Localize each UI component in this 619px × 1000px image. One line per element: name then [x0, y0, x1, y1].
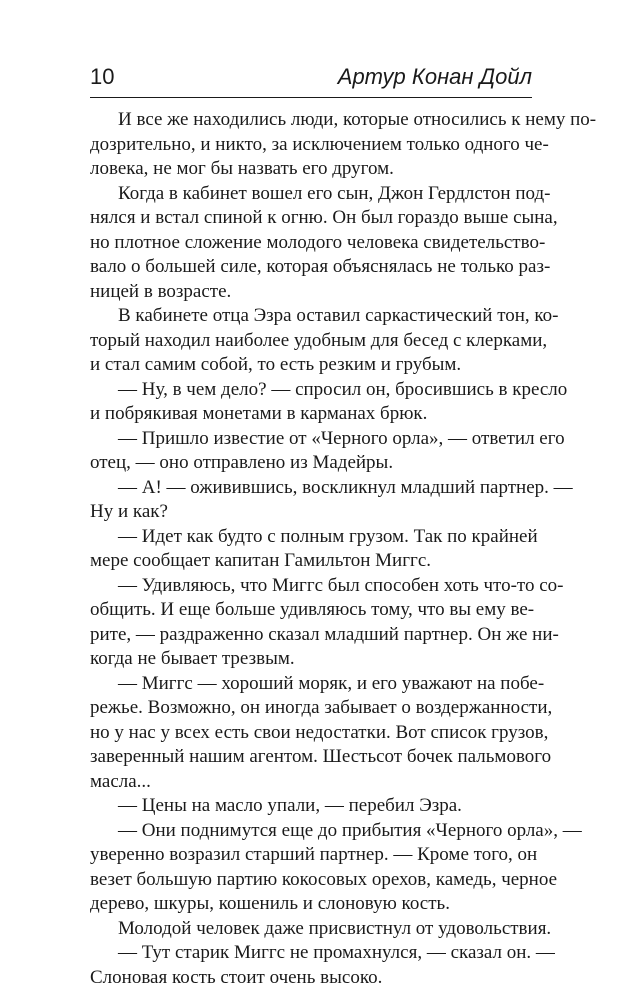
text-line: когда не бывает трезвым.: [90, 648, 295, 669]
text-line: — А! — оживившись, воскликнул младший партнер. —: [118, 476, 573, 498]
text-line: и побрякивая монетами в карманах брюк.: [90, 403, 428, 424]
text-line: отец, — оно отправлено из Мадейры.: [90, 452, 394, 473]
paragraph: [90, 427, 565, 476]
text-line: — Ну, в чем дело? — спросил он, бросившись в кресло: [118, 378, 568, 400]
text-line: масла...: [90, 770, 151, 792]
paragraph: [90, 574, 564, 672]
header-rule: [90, 97, 532, 98]
paragraph: [90, 794, 532, 819]
text-line: дозрительно, и никто, за исключением только одного че-: [90, 133, 549, 155]
text-line: режье. Возможно, он иногда забывает о воздержанности,: [90, 697, 553, 718]
text-line: уверенно возразил старший партнер. — Кроме того, он: [90, 844, 538, 865]
text-line: — Они поднимутся еще до прибытия «Черного орла», —: [118, 819, 582, 841]
paragraph: [90, 819, 582, 917]
text-line: И все же находились люди, которые относились к нему по-: [118, 109, 597, 130]
body-text: [90, 108, 597, 990]
text-line: ловека, не мог бы назвать его другом.: [90, 158, 394, 179]
text-line: — Цены на масло упали, — перебил Эзра.: [118, 795, 462, 816]
text-line: вало о большей силе, которая объяснялась не только раз-: [90, 256, 551, 277]
paragraph: [90, 917, 552, 942]
text-line: — Тут старик Миггс не промахнулся, — сказал он. —: [118, 942, 555, 963]
text-line: рите, — раздраженно сказал младший партнер. Он же ни-: [90, 623, 559, 645]
paragraph: [90, 108, 597, 182]
page-number: 10: [90, 64, 115, 89]
text-line: Молодой человек даже присвистнул от удовольствия.: [118, 917, 552, 939]
text-line: — Идет как будто с полным грузом. Так по крайней: [118, 525, 538, 547]
paragraph: [90, 304, 559, 378]
text-line: В кабинете отца Эзра оставил саркастический тон, ко-: [118, 305, 559, 326]
paragraph: [90, 672, 553, 795]
text-line: дерево, шкуры, кошениль и слоновую кость.: [90, 893, 450, 914]
text-line: — Пришло известие от «Черного орла», — ответил его: [118, 427, 565, 449]
text-line: — Миггс — хороший моряк, и его уважают на побе-: [118, 672, 545, 694]
text-line: Слоновая кость стоит очень высоко.: [90, 966, 383, 988]
text-line: — Удивляюсь, что Миггс был способен хоть что-то со-: [118, 574, 564, 596]
text-line: Когда в кабинет вошел его сын, Джон Гердлстон под-: [118, 182, 551, 204]
paragraph: [90, 476, 573, 525]
paragraph: [90, 182, 558, 305]
paragraph: [90, 525, 538, 574]
page-header: [90, 58, 532, 98]
text-line: но плотное сложение молодого человека свидетельство-: [90, 231, 546, 253]
text-line: заверенный нашим агентом. Шестьсот бочек пальмового: [90, 746, 552, 767]
text-line: мере сообщает капитан Гамильтон Миггс.: [90, 550, 431, 571]
running-title: Артур Конан Дойл: [337, 64, 532, 89]
text-line: Ну и как?: [90, 501, 168, 522]
text-line: и стал самим собой, то есть резким и грубым.: [90, 354, 462, 375]
paragraph: [90, 378, 568, 427]
paragraph: [90, 941, 555, 990]
text-line: везет большую партию кокосовых орехов, камедь, черное: [90, 868, 558, 890]
text-line: но у нас у всех есть свои недостатки. Вот список грузов,: [90, 721, 549, 743]
text-line: общить. И еще больше удивляюсь тому, что вы ему ве-: [90, 599, 535, 620]
text-line: нялся и встал спиной к огню. Он был гораздо выше сына,: [90, 207, 558, 228]
text-line: ницей в возрасте.: [90, 280, 232, 302]
text-line: торый находил наиболее удобным для бесед с клерками,: [90, 329, 548, 351]
